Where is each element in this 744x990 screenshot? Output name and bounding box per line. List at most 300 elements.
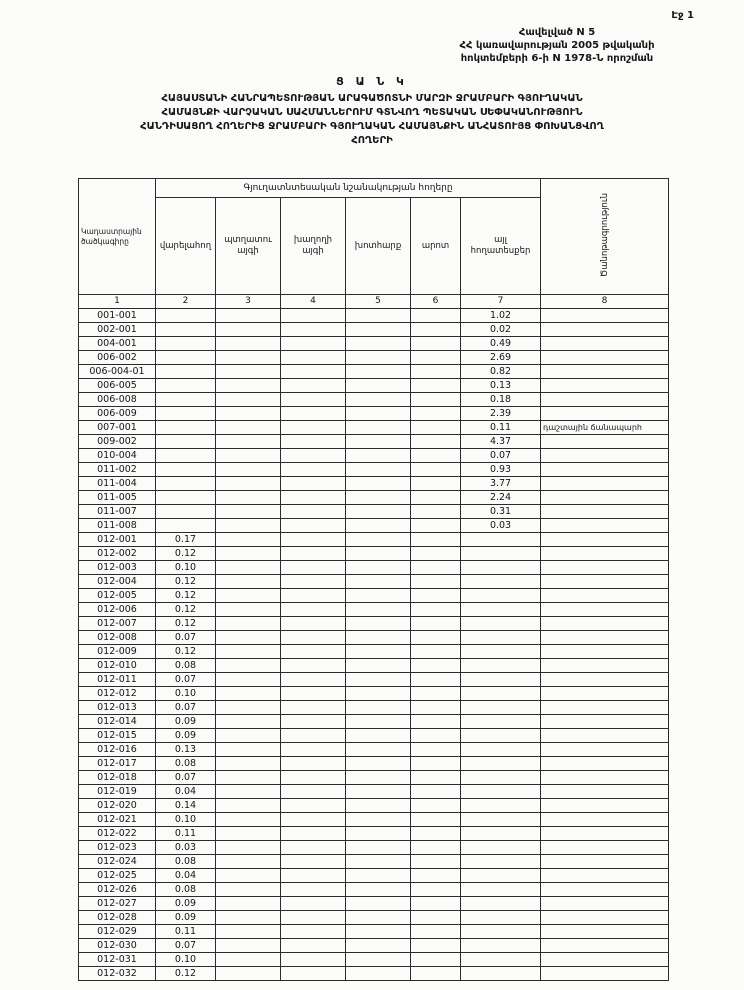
area-value-cell: [281, 883, 346, 897]
table-row: [79, 939, 669, 953]
area-value-cell: [156, 505, 216, 519]
cadastral-code-cell: 012-003: [79, 561, 156, 575]
area-value-cell: [216, 799, 281, 813]
area-value-cell: [346, 533, 411, 547]
area-value-cell: [461, 617, 541, 631]
area-value-cell: [281, 855, 346, 869]
area-value-cell: [346, 645, 411, 659]
cadastral-code-cell: 006-002: [79, 351, 156, 365]
area-value-cell: [216, 855, 281, 869]
table-row: [79, 897, 669, 911]
area-value-cell: [346, 519, 411, 533]
area-value-cell: [281, 337, 346, 351]
area-value-cell: [411, 855, 461, 869]
area-value-cell: [156, 365, 216, 379]
area-value-cell: [281, 687, 346, 701]
area-value-cell: [216, 505, 281, 519]
area-value-cell: 2.39: [461, 407, 541, 421]
note-cell: [541, 603, 669, 617]
table-row: [79, 729, 669, 743]
area-value-cell: 0.12: [156, 575, 216, 589]
area-value-cell: [461, 757, 541, 771]
area-value-cell: [281, 953, 346, 967]
table-row: [79, 435, 669, 449]
area-value-cell: [156, 407, 216, 421]
area-value-cell: [411, 533, 461, 547]
area-value-cell: [281, 505, 346, 519]
area-value-cell: [411, 967, 461, 981]
area-value-cell: 3.77: [461, 477, 541, 491]
area-value-cell: [461, 911, 541, 925]
note-cell: [541, 939, 669, 953]
area-value-cell: 0.04: [156, 785, 216, 799]
area-value-cell: [346, 827, 411, 841]
area-value-cell: [461, 673, 541, 687]
area-value-cell: [346, 547, 411, 561]
document-title: [0, 74, 744, 148]
area-value-cell: [216, 883, 281, 897]
cadastral-code-cell: 012-017: [79, 757, 156, 771]
area-value-cell: [411, 505, 461, 519]
note-cell: [541, 729, 669, 743]
area-value-cell: [216, 967, 281, 981]
area-value-cell: [411, 687, 461, 701]
cadastral-code-cell: 012-008: [79, 631, 156, 645]
cadastral-code-cell: 001-001: [79, 309, 156, 323]
group-header-row: [79, 179, 669, 198]
area-value-cell: [411, 435, 461, 449]
area-value-cell: [411, 743, 461, 757]
area-value-cell: [411, 449, 461, 463]
area-value-cell: [216, 393, 281, 407]
cadastral-code-cell: 012-028: [79, 911, 156, 925]
area-value-cell: [216, 631, 281, 645]
area-value-cell: [346, 813, 411, 827]
area-value-cell: [346, 869, 411, 883]
column-number: 3: [216, 295, 281, 309]
table-row: [79, 659, 669, 673]
area-value-cell: [156, 351, 216, 365]
column-number: 6: [411, 295, 461, 309]
area-value-cell: [346, 883, 411, 897]
table-row: [79, 813, 669, 827]
area-value-cell: [461, 855, 541, 869]
note-cell: [541, 911, 669, 925]
area-value-cell: [216, 617, 281, 631]
area-value-cell: [346, 939, 411, 953]
title-word: Ց Ա Ն Կ: [336, 75, 408, 88]
area-value-cell: [411, 953, 461, 967]
area-value-cell: [216, 897, 281, 911]
area-value-cell: [411, 379, 461, 393]
area-value-cell: [216, 645, 281, 659]
area-value-cell: [346, 841, 411, 855]
table-row: [79, 743, 669, 757]
table-row: [79, 589, 669, 603]
area-value-cell: [346, 351, 411, 365]
cadastral-code-cell: 012-022: [79, 827, 156, 841]
note-cell: [541, 351, 669, 365]
area-value-cell: [156, 435, 216, 449]
column-header-orchard: պտղատու այգի: [216, 198, 281, 295]
area-value-cell: [346, 309, 411, 323]
note-cell: [541, 575, 669, 589]
cadastral-code-cell: 012-002: [79, 547, 156, 561]
decree-line-1: ՀՀ կառավարության 2005 թվականի: [459, 40, 655, 51]
area-value-cell: [346, 505, 411, 519]
area-value-cell: [281, 631, 346, 645]
area-value-cell: [461, 659, 541, 673]
area-value-cell: 0.31: [461, 505, 541, 519]
area-value-cell: [281, 785, 346, 799]
area-value-cell: [461, 631, 541, 645]
area-value-cell: [346, 771, 411, 785]
cadastral-code-cell: 012-025: [79, 869, 156, 883]
table-row: [79, 701, 669, 715]
column-header-vineyard: խաղողի այգի: [281, 198, 346, 295]
area-value-cell: [461, 897, 541, 911]
cadastral-code-cell: 006-009: [79, 407, 156, 421]
area-value-cell: [461, 869, 541, 883]
area-value-cell: [461, 645, 541, 659]
table-row: [79, 967, 669, 981]
area-value-cell: 0.03: [156, 841, 216, 855]
cadastral-code-cell: 012-005: [79, 589, 156, 603]
area-value-cell: [216, 491, 281, 505]
note-cell: [541, 449, 669, 463]
cadastral-code-cell: 011-007: [79, 505, 156, 519]
column-header-arable: վարելահող: [156, 198, 216, 295]
cadastral-code-cell: 012-030: [79, 939, 156, 953]
table-row: [79, 687, 669, 701]
area-value-cell: [411, 715, 461, 729]
area-value-cell: [411, 519, 461, 533]
area-value-cell: 0.12: [156, 967, 216, 981]
table-row: [79, 631, 669, 645]
cadastral-code-cell: 012-010: [79, 659, 156, 673]
area-value-cell: [216, 701, 281, 715]
area-value-cell: [281, 351, 346, 365]
group-header-agricultural-lands: Գյուղատնտեսական նշանակության հողերը: [156, 179, 541, 198]
cadastral-code-cell: 012-019: [79, 785, 156, 799]
area-value-cell: [346, 967, 411, 981]
area-value-cell: [461, 729, 541, 743]
area-value-cell: 0.03: [461, 519, 541, 533]
area-value-cell: 0.18: [461, 393, 541, 407]
table-row: [79, 365, 669, 379]
area-value-cell: [281, 729, 346, 743]
area-value-cell: [346, 365, 411, 379]
area-value-cell: [281, 547, 346, 561]
note-header-label: Ծանոթագրություն: [599, 192, 610, 278]
area-value-cell: [411, 589, 461, 603]
area-value-cell: [216, 547, 281, 561]
table-row: [79, 449, 669, 463]
table-row: [79, 561, 669, 575]
area-value-cell: [346, 491, 411, 505]
page-number: Էջ 1: [671, 10, 694, 21]
area-value-cell: [461, 715, 541, 729]
area-value-cell: [346, 617, 411, 631]
table-row: [79, 785, 669, 799]
area-value-cell: 0.08: [156, 659, 216, 673]
area-value-cell: [346, 925, 411, 939]
area-value-cell: [281, 743, 346, 757]
cadastral-code-cell: 012-012: [79, 687, 156, 701]
note-cell: [541, 687, 669, 701]
note-cell: [541, 757, 669, 771]
title-line-4: ՀՈՂԵՐԻ: [351, 135, 393, 147]
area-value-cell: [461, 841, 541, 855]
cadastral-code-cell: 012-004: [79, 575, 156, 589]
note-cell: [541, 715, 669, 729]
table-row: [79, 911, 669, 925]
area-value-cell: [411, 463, 461, 477]
area-value-cell: 0.93: [461, 463, 541, 477]
table-row: [79, 617, 669, 631]
area-value-cell: [346, 449, 411, 463]
column-number: 1: [79, 295, 156, 309]
note-cell: [541, 967, 669, 981]
cadastral-code-cell: 012-001: [79, 533, 156, 547]
decree-line-2: հոկտեմբերի 6-ի N 1978-Ն որոշման: [460, 53, 654, 64]
area-value-cell: [346, 897, 411, 911]
area-value-cell: [281, 323, 346, 337]
area-value-cell: [281, 603, 346, 617]
area-value-cell: [411, 645, 461, 659]
area-value-cell: [346, 379, 411, 393]
area-value-cell: [281, 491, 346, 505]
area-value-cell: 0.14: [156, 799, 216, 813]
table-row: [79, 351, 669, 365]
area-value-cell: [216, 939, 281, 953]
cadastral-code-cell: 011-008: [79, 519, 156, 533]
table-row: [79, 883, 669, 897]
area-value-cell: [346, 715, 411, 729]
column-number: 7: [461, 295, 541, 309]
area-value-cell: [346, 421, 411, 435]
area-value-cell: 0.04: [156, 869, 216, 883]
note-cell: [541, 533, 669, 547]
area-value-cell: [216, 477, 281, 491]
note-cell: [541, 743, 669, 757]
area-value-cell: [346, 911, 411, 925]
column-header-pasture: արոտ: [411, 198, 461, 295]
area-value-cell: [346, 435, 411, 449]
note-cell: [541, 827, 669, 841]
area-value-cell: [216, 435, 281, 449]
note-cell: [541, 379, 669, 393]
column-number: 8: [541, 295, 669, 309]
cadastral-code-cell: 010-004: [79, 449, 156, 463]
area-value-cell: [156, 393, 216, 407]
area-value-cell: [216, 673, 281, 687]
area-value-cell: [346, 393, 411, 407]
note-cell: [541, 323, 669, 337]
area-value-cell: [216, 589, 281, 603]
table-row: [79, 575, 669, 589]
cadastral-code-cell: 012-021: [79, 813, 156, 827]
area-value-cell: 0.07: [461, 449, 541, 463]
cadastral-code-cell: 011-002: [79, 463, 156, 477]
area-value-cell: [411, 547, 461, 561]
area-value-cell: [216, 421, 281, 435]
area-value-cell: [461, 827, 541, 841]
area-value-cell: [156, 477, 216, 491]
area-value-cell: 0.07: [156, 701, 216, 715]
note-cell: [541, 645, 669, 659]
area-value-cell: [281, 939, 346, 953]
area-value-cell: [346, 631, 411, 645]
area-value-cell: [156, 337, 216, 351]
cadastral-code-cell: 006-004-01: [79, 365, 156, 379]
area-value-cell: [461, 603, 541, 617]
area-value-cell: [216, 519, 281, 533]
area-value-cell: [281, 309, 346, 323]
area-value-cell: [281, 673, 346, 687]
area-value-cell: [216, 463, 281, 477]
table-row: [79, 477, 669, 491]
area-value-cell: [216, 953, 281, 967]
area-value-cell: [216, 533, 281, 547]
area-value-cell: [216, 715, 281, 729]
area-value-cell: [461, 953, 541, 967]
area-value-cell: [411, 309, 461, 323]
note-cell: [541, 393, 669, 407]
title-line-2: ՀԱՄԱՅՆՔԻ ՎԱՐՉԱԿԱՆ ՍԱՀՄԱՆՆԵՐՈՒՄ ԳՏՆՎՈՂ ՊԵՏԱԿԱՆ ՍԵՓԱԿԱՆՈՒԹՅՈՒՆ: [161, 107, 583, 119]
table-row: [79, 925, 669, 939]
area-value-cell: [281, 925, 346, 939]
cadastral-code-cell: 012-024: [79, 855, 156, 869]
area-value-cell: [216, 309, 281, 323]
area-value-cell: [461, 925, 541, 939]
area-value-cell: 0.11: [461, 421, 541, 435]
area-value-cell: [281, 617, 346, 631]
area-value-cell: [346, 855, 411, 869]
area-value-cell: [216, 827, 281, 841]
area-value-cell: [281, 407, 346, 421]
area-value-cell: [346, 561, 411, 575]
area-value-cell: 0.12: [156, 589, 216, 603]
area-value-cell: [411, 561, 461, 575]
area-value-cell: [411, 407, 461, 421]
area-value-cell: [156, 491, 216, 505]
area-value-cell: [281, 911, 346, 925]
area-value-cell: 0.09: [156, 729, 216, 743]
area-value-cell: [461, 883, 541, 897]
note-cell: [541, 799, 669, 813]
area-value-cell: 0.10: [156, 953, 216, 967]
area-value-cell: 0.13: [461, 379, 541, 393]
area-value-cell: [346, 673, 411, 687]
table-row: [79, 771, 669, 785]
area-value-cell: [346, 729, 411, 743]
area-value-cell: 0.49: [461, 337, 541, 351]
area-value-cell: [411, 771, 461, 785]
area-value-cell: [411, 631, 461, 645]
area-value-cell: [346, 463, 411, 477]
area-value-cell: [216, 813, 281, 827]
table-row: [79, 379, 669, 393]
note-cell: [541, 841, 669, 855]
area-value-cell: [346, 953, 411, 967]
table-row: [79, 855, 669, 869]
area-value-cell: [411, 841, 461, 855]
area-value-cell: [216, 785, 281, 799]
area-value-cell: [461, 813, 541, 827]
area-value-cell: [216, 841, 281, 855]
area-value-cell: [216, 337, 281, 351]
land-transfer-table: [78, 178, 669, 981]
area-value-cell: 0.12: [156, 603, 216, 617]
area-value-cell: [281, 379, 346, 393]
area-value-cell: [216, 743, 281, 757]
note-cell: [541, 491, 669, 505]
area-value-cell: [411, 827, 461, 841]
area-value-cell: 1.02: [461, 309, 541, 323]
area-value-cell: 0.10: [156, 813, 216, 827]
area-value-cell: [411, 673, 461, 687]
cadastral-code-cell: 012-027: [79, 897, 156, 911]
area-value-cell: 0.02: [461, 323, 541, 337]
note-cell: [541, 883, 669, 897]
note-cell: [541, 337, 669, 351]
note-cell: [541, 505, 669, 519]
area-value-cell: [461, 701, 541, 715]
area-value-cell: [281, 477, 346, 491]
area-value-cell: 2.69: [461, 351, 541, 365]
area-value-cell: [411, 323, 461, 337]
area-value-cell: [461, 939, 541, 953]
area-value-cell: [461, 785, 541, 799]
area-value-cell: [216, 575, 281, 589]
note-cell: [541, 631, 669, 645]
area-value-cell: [346, 701, 411, 715]
area-value-cell: 0.07: [156, 939, 216, 953]
area-value-cell: [216, 659, 281, 673]
note-cell: [541, 547, 669, 561]
area-value-cell: [346, 603, 411, 617]
cadastral-code-cell: 007-001: [79, 421, 156, 435]
cadastral-code-cell: 004-001: [79, 337, 156, 351]
area-value-cell: [156, 323, 216, 337]
area-value-cell: [346, 407, 411, 421]
area-value-cell: 0.07: [156, 673, 216, 687]
cadastral-code-cell: 012-009: [79, 645, 156, 659]
area-value-cell: [461, 743, 541, 757]
area-value-cell: 0.09: [156, 715, 216, 729]
area-value-cell: [216, 687, 281, 701]
area-value-cell: [281, 533, 346, 547]
note-cell: [541, 925, 669, 939]
table-row: [79, 673, 669, 687]
area-value-cell: [411, 869, 461, 883]
table-row: [79, 309, 669, 323]
area-value-cell: [281, 365, 346, 379]
column-header-other-lands: այլ հողատեսքեր: [461, 198, 541, 295]
area-value-cell: [281, 393, 346, 407]
table-row: [79, 337, 669, 351]
area-value-cell: [411, 351, 461, 365]
area-value-cell: [281, 561, 346, 575]
area-value-cell: [411, 799, 461, 813]
area-value-cell: [346, 743, 411, 757]
note-cell: [541, 463, 669, 477]
cadastral-code-cell: 011-005: [79, 491, 156, 505]
area-value-cell: [281, 771, 346, 785]
column-number: 5: [346, 295, 411, 309]
area-value-cell: [216, 323, 281, 337]
